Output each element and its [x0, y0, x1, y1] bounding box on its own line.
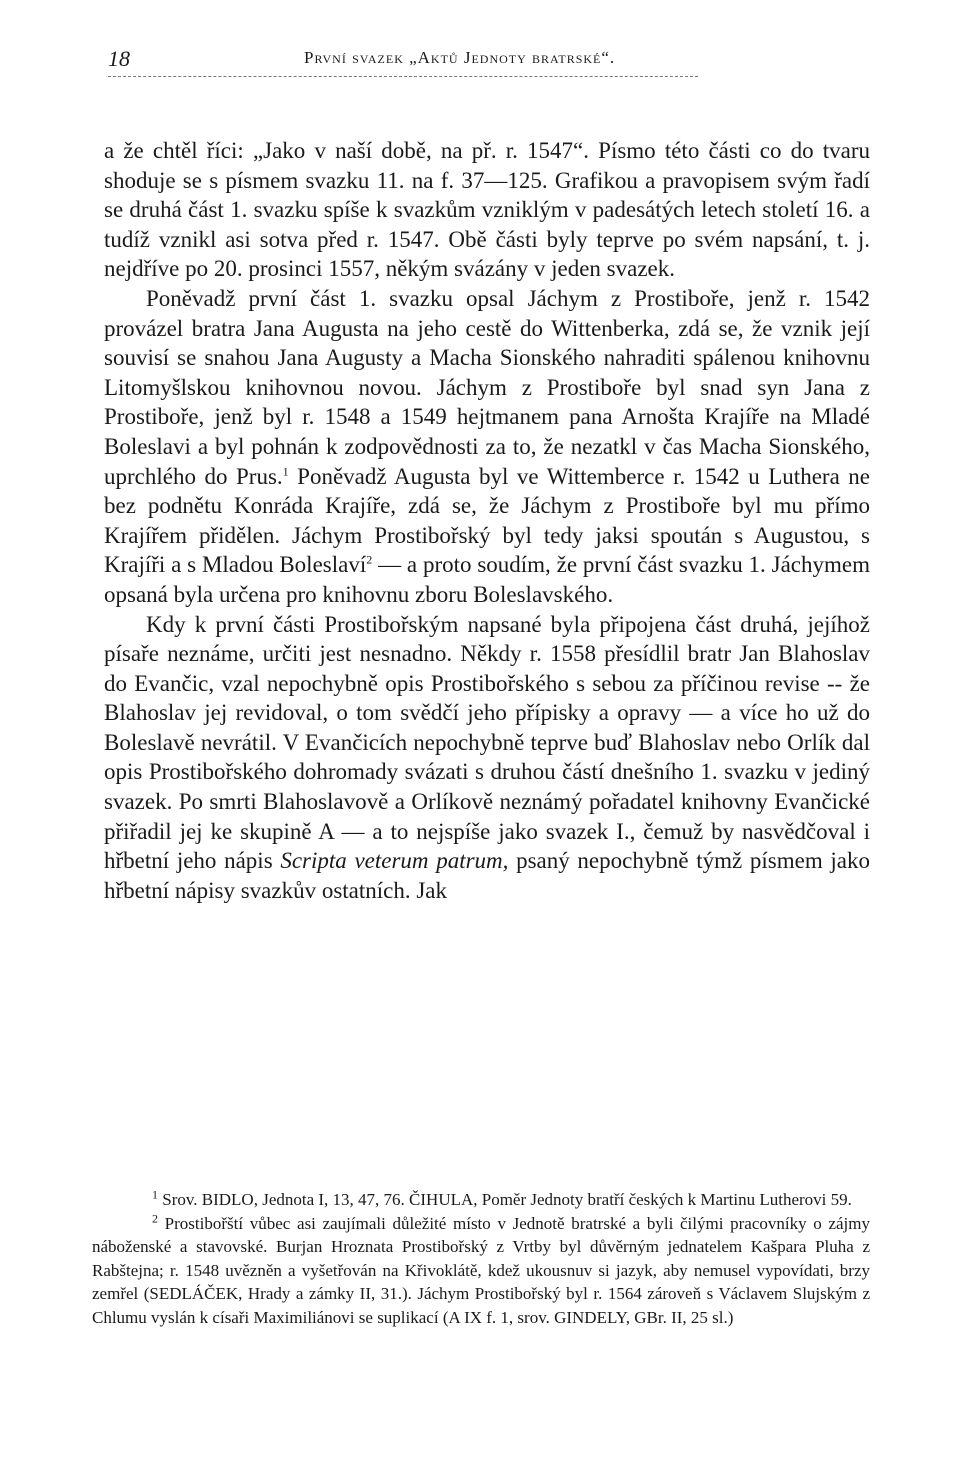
running-head [108, 42, 868, 82]
paragraph-3-part-a: Kdy k první části Prostibořským napsané byla připojena část druhá, jejíhož písaře neznáme, určiti jest nesnadno. Někdy r. 1558 přesídlil bratr Jan Blahoslav do Evančic, vzal nepochybně opis Prostibořského s sebou za příčinou revise -- že Blahoslav jej revidoval, o tom svědčí jeho přípisky a opravy — a více ho už do Boleslavě nevrátil. V Evančicích nepochybně teprve buď Blahoslav nebo Orlík dal opis Prostibořského dohromady svázati s druhou částí dnešního 1. svazku v jediný svazek. Po smrti Blahoslavově a Orlíkově neznámý pořadatel knihovny Evančické přiřadil jej ke skupině A — a to nejspíše jako svazek I., čemuž by nasvědčoval i hřbetní jeho nápis [104, 611, 870, 874]
header-rule [108, 76, 698, 77]
footnote-2-marker: 2 [152, 1210, 158, 1225]
footnotes [92, 1188, 870, 1329]
paragraph-3 [104, 610, 870, 906]
body-text [104, 136, 870, 905]
paragraph-2-part-b: Poněvadž Augusta byl ve Wittemberce r. 1542 u Luthera ne bez podnětu Konráda Krajíře, zdá se, že Jáchym z Prostiboře byl mu přímo Krajířem přidělen. Jáchym Prostibořský byl tedy jaksi spoután s Augustou, s Krajíři a s Mladou Boleslaví [104, 463, 870, 578]
paragraph-1: a že chtěl říci: „Jako v naší době, na př. r. 1547“. Písmo této části co do tvaru shoduje se s písmem svazku 11. na f. 37—125. Grafikou a pravopisem svým řadí se druhá část 1. svazku spíše k svazkům vzniklým v padesátých letech století 16. a tudíž vznikl asi sotva před r. 1547. Obě části byly teprve po svém napsání, t. j. nejdříve po 20. prosinci 1557, někým svázány v jeden svazek. [104, 138, 870, 282]
footnote-ref-1[interactable]: 1 [282, 463, 289, 478]
paragraph-2-part-a: Poněvadž první část 1. svazku opsal Jáchym z Prostiboře, jenž r. 1542 provázel bratra Jana Augusta na jeho cestě do Wittenberka, zdá se, že vznik její souvisí se snahou Jana Augusty a Macha Sionského nahraditi spálenou knihovnu Litomyšlskou knihovnou novou. Jáchym z Prostiboře byl snad syn Jana z Prostiboře, jenž byl r. 1548 a 1549 hejtmanem pana Arnošta Krajíře na Mladé Boleslavi a byl pohnán k zodpovědnosti za to, že nezatkl v čas Macha Sionského, uprchlého do Prus. [104, 285, 870, 489]
footnote-1-marker: 1 [152, 1187, 158, 1202]
paragraph-2 [104, 284, 870, 610]
paragraph-3-part-b: psaný nepochybně týmž písmem jako hřbetní nápisy svazkův ostatních. Jak [104, 848, 871, 903]
spine-title-italic: Scripta veterum patrum, [280, 848, 509, 874]
running-title: První svazek „Aktů Jednoty bratrské“. [304, 48, 616, 67]
footnote-1 [92, 1188, 870, 1212]
footnote-ref-2[interactable]: 2 [366, 552, 373, 567]
footnote-1-text: Srov. BIDLO, Jednota I, 13, 47, 76. ČIHULA, Poměr Jednoty bratří českých k Martinu Lutherovi 59. [158, 1190, 852, 1209]
page-number: 18 [108, 46, 130, 71]
footnote-2-text: Prostibořští vůbec asi zaujímali důležité místo v Jednotě bratrské a byli čilými pracovníky o zájmy náboženské a stavovské. Burjan Hroznata Prostibořský z Vrtby byl důvěrným jednatelem Kašpara Pluha z Rabštejna; r. 1548 uvězněn a vyšetřován na Křivoklátě, kdež ukousnuv si jazyk, aby nemusel vypovídati, brzy zemřel (SEDLÁČEK, Hrady a zámky II, 31.). Jáchym Prostibořský byl r. 1564 zároveň s Václavem Slujským z Chlumu vyslán k císaři Maximiliánovi se suplikací (A IX f. 1, srov. GINDELY, GBr. II, 25 sl.) [92, 1213, 870, 1327]
footnote-2 [92, 1212, 870, 1330]
paragraph-2-part-c: — a proto soudím, že první část svazku 1. Jáchymem opsaná byla určena pro knihovnu zboru Boleslavského. [104, 552, 870, 607]
